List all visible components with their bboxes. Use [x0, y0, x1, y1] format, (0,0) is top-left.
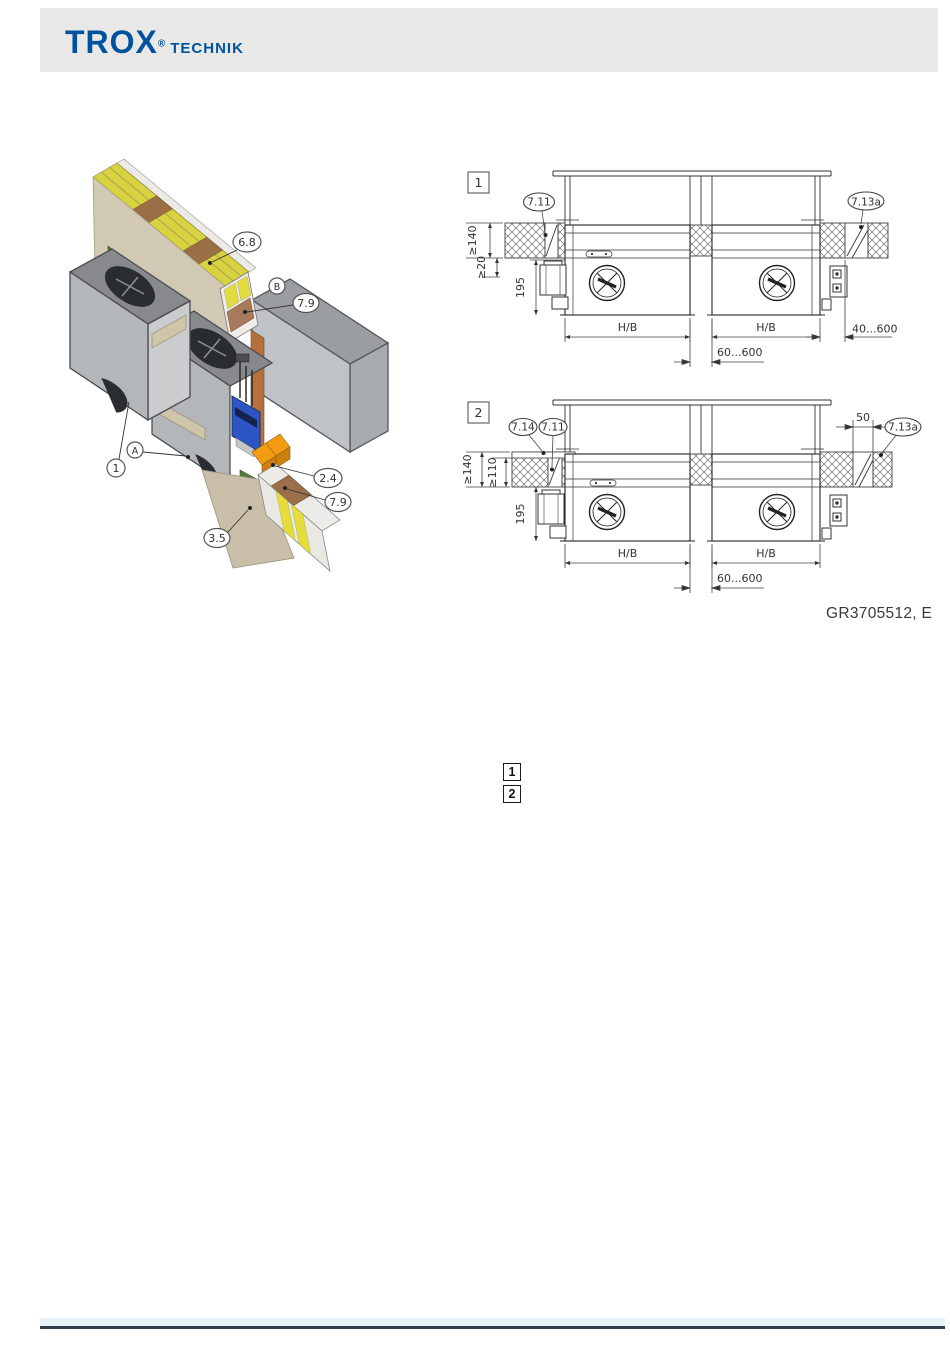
dim-hb-left: H/B	[617, 547, 638, 560]
fire-damper-left	[560, 454, 695, 541]
callout-7-11: 7.11	[541, 421, 565, 434]
dim-right-distance: 40...600	[852, 322, 898, 336]
callout-7-14: 7.14	[511, 421, 535, 434]
drawing2-marker: 2	[474, 405, 483, 420]
dim-casing-height: 195	[514, 277, 527, 298]
supply-ducts	[553, 171, 831, 225]
section-drawing-1	[460, 160, 945, 375]
ceiling-slab	[505, 223, 888, 258]
footer-rule-dark	[40, 1326, 945, 1329]
dim-gap: ≥20	[475, 255, 488, 280]
page-header	[40, 8, 938, 72]
callout-7-13a: 7.13a	[888, 421, 918, 434]
hand-crank	[538, 490, 566, 538]
registered-mark: ®	[157, 38, 166, 50]
brand-suffix: TECHNIK	[170, 40, 244, 57]
callout-2-4: 2.4	[319, 472, 337, 485]
dim-board-width: 50	[856, 411, 870, 424]
limit-switch	[822, 266, 847, 310]
hand-crank	[540, 261, 568, 309]
dim-slab-thickness: ≥140	[461, 454, 474, 485]
callout-7-13a: 7.13a	[851, 196, 881, 209]
trox-logo	[65, 24, 244, 61]
limit-switch	[822, 495, 847, 539]
callout-a: A	[131, 446, 139, 457]
dim-between-distance: 60...600	[717, 572, 763, 585]
right-duct	[252, 279, 388, 452]
section-drawing-2	[460, 392, 945, 627]
brand-wordmark: TROX	[65, 24, 158, 60]
dim-inner-thickness: ≥110	[486, 457, 499, 488]
dim-slab-thickness: ≥140	[466, 225, 479, 256]
footer-rule-light	[40, 1318, 945, 1326]
dim-hb-left: H/B	[617, 321, 638, 334]
drawing1-marker: 1	[474, 175, 483, 190]
drawing-reference: GR3705512, E	[826, 605, 933, 622]
dim-casing-height: 195	[514, 503, 527, 525]
callout-7-9-wall: 7.9	[297, 297, 315, 310]
supply-ducts	[553, 400, 831, 454]
callout-7-9-floor: 7.9	[329, 496, 347, 509]
dim-between-distance: 60...600	[717, 346, 763, 359]
fire-damper-right	[707, 454, 825, 541]
callout-7-11: 7.11	[527, 196, 551, 209]
dim-hb-right: H/B	[756, 547, 776, 560]
callout-b: B	[273, 282, 281, 293]
installation-3d-illustration	[60, 150, 400, 610]
legend-marker-1: 1	[503, 763, 521, 781]
callout-3-5: 3.5	[208, 532, 226, 545]
dim-hb-right: H/B	[756, 321, 776, 334]
legend-marker-2: 2	[503, 785, 521, 803]
fire-damper-left	[560, 225, 695, 315]
fire-damper-right	[707, 225, 825, 315]
callout-1: 1	[112, 462, 120, 475]
callout-6-8: 6.8	[238, 236, 256, 249]
